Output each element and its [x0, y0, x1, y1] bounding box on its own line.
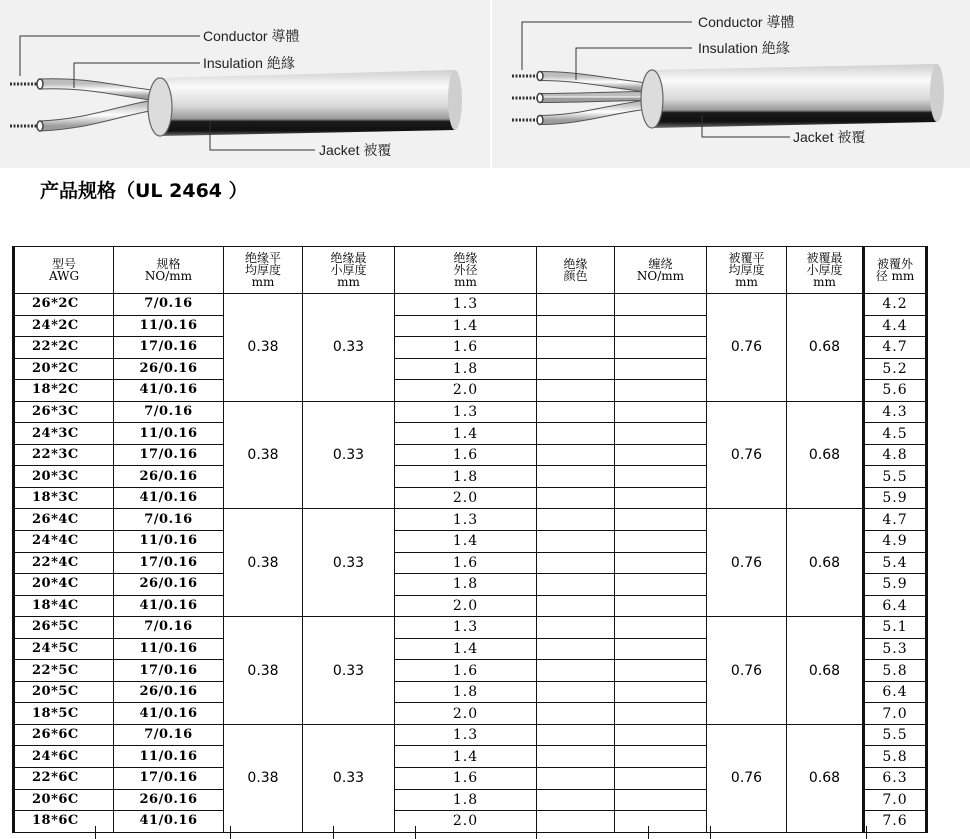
cell-wrap — [615, 466, 707, 488]
cell-jacket-od: 4.7 — [864, 337, 927, 359]
cell-wrap — [615, 768, 707, 790]
cell-wrap — [615, 444, 707, 466]
cell-wrap — [615, 380, 707, 402]
cell-standard: 26/0.16 — [114, 789, 224, 811]
cell-jacket-od: 7.0 — [864, 703, 927, 725]
cell-standard: 17/0.16 — [114, 444, 224, 466]
cell-wrap — [615, 401, 707, 423]
cell-wrap — [615, 509, 707, 531]
cell-wrap — [615, 337, 707, 359]
cell-type: 20*2C — [14, 358, 114, 380]
cell-standard: 41/0.16 — [114, 703, 224, 725]
cell-jacket-od: 5.9 — [864, 487, 927, 509]
cell-insulation-od: 1.3 — [395, 401, 537, 423]
cell-insulation-color — [537, 466, 615, 488]
cell-standard: 41/0.16 — [114, 380, 224, 402]
cell-wrap — [615, 724, 707, 746]
header-wrap: 缠绕 NO/mm — [615, 247, 707, 294]
cell-insulation-od: 2.0 — [395, 487, 537, 509]
cell-standard: 11/0.16 — [114, 423, 224, 445]
cell-insulation-min: 0.33 — [303, 401, 395, 509]
header-insulation-color: 绝缘 颜色 — [537, 247, 615, 294]
cell-jacket-od: 5.5 — [864, 724, 927, 746]
cell-wrap — [615, 617, 707, 639]
cell-standard: 7/0.16 — [114, 617, 224, 639]
cell-insulation-color — [537, 444, 615, 466]
table-row — [14, 509, 927, 531]
cell-jacket-min: 0.68 — [787, 617, 864, 725]
cell-jacket-od: 4.8 — [864, 444, 927, 466]
cell-insulation-od: 1.3 — [395, 724, 537, 746]
cell-jacket-min: 0.68 — [787, 509, 864, 617]
cell-jacket-od: 6.4 — [864, 595, 927, 617]
cell-insulation-od: 1.6 — [395, 337, 537, 359]
cell-type: 18*2C — [14, 380, 114, 402]
cell-type: 22*4C — [14, 552, 114, 574]
header-jacket-min: 被覆最 小厚度 mm — [787, 247, 864, 294]
cell-jacket-od: 4.4 — [864, 315, 927, 337]
cell-wrap — [615, 746, 707, 768]
cell-jacket-avg: 0.76 — [707, 724, 787, 832]
cell-type: 18*3C — [14, 487, 114, 509]
header-insulation-od: 绝缘 外径 mm — [395, 247, 537, 294]
cell-type: 22*6C — [14, 768, 114, 790]
cell-insulation-od: 2.0 — [395, 380, 537, 402]
cell-type: 26*4C — [14, 509, 114, 531]
cell-standard: 11/0.16 — [114, 315, 224, 337]
cell-standard: 17/0.16 — [114, 337, 224, 359]
cell-insulation-min: 0.33 — [303, 617, 395, 725]
cell-wrap — [615, 681, 707, 703]
cell-insulation-min: 0.33 — [303, 724, 395, 832]
cell-wrap — [615, 703, 707, 725]
section-title: 产品规格（UL 2464 ） — [40, 180, 248, 202]
cell-jacket-od: 5.8 — [864, 746, 927, 768]
cell-jacket-od: 5.2 — [864, 358, 927, 380]
cell-type: 20*5C — [14, 681, 114, 703]
cell-standard: 7/0.16 — [114, 401, 224, 423]
cell-jacket-avg: 0.76 — [707, 617, 787, 725]
cell-insulation-color — [537, 294, 615, 316]
cell-standard: 11/0.16 — [114, 531, 224, 553]
cell-jacket-min: 0.68 — [787, 724, 864, 832]
cell-standard: 26/0.16 — [114, 681, 224, 703]
cell-wrap — [615, 531, 707, 553]
cell-jacket-od: 5.9 — [864, 574, 927, 596]
cell-type: 18*6C — [14, 811, 114, 833]
cell-jacket-min: 0.68 — [787, 401, 864, 509]
cell-wrap — [615, 595, 707, 617]
cell-insulation-od: 1.6 — [395, 444, 537, 466]
cell-insulation-od: 2.0 — [395, 595, 537, 617]
cell-insulation-od: 2.0 — [395, 811, 537, 833]
table-row — [14, 617, 927, 639]
conductor-callout: Conductor 導體 — [203, 28, 300, 44]
cell-type: 24*5C — [14, 638, 114, 660]
cell-wrap — [615, 487, 707, 509]
cell-insulation-od: 1.3 — [395, 294, 537, 316]
cell-type: 22*5C — [14, 660, 114, 682]
cell-standard: 41/0.16 — [114, 487, 224, 509]
cell-wrap — [615, 294, 707, 316]
cell-jacket-od: 5.1 — [864, 617, 927, 639]
cell-insulation-od: 1.4 — [395, 531, 537, 553]
cell-insulation-avg: 0.38 — [224, 509, 303, 617]
cell-jacket-od: 6.3 — [864, 768, 927, 790]
table-bottom-tick — [333, 826, 334, 839]
table-bottom-tick — [230, 826, 231, 839]
cell-type: 18*4C — [14, 595, 114, 617]
cell-insulation-color — [537, 358, 615, 380]
cell-insulation-color — [537, 789, 615, 811]
cell-insulation-od: 2.0 — [395, 703, 537, 725]
header-insulation-avg: 绝缘平 均厚度 mm — [224, 247, 303, 294]
cell-insulation-color — [537, 552, 615, 574]
cell-insulation-color — [537, 595, 615, 617]
cell-insulation-avg: 0.38 — [224, 294, 303, 402]
table-bottom-tick — [866, 826, 867, 839]
cell-insulation-color — [537, 337, 615, 359]
table-bottom-tick — [536, 826, 537, 839]
cell-standard: 26/0.16 — [114, 358, 224, 380]
cell-standard: 11/0.16 — [114, 638, 224, 660]
cell-insulation-od: 1.4 — [395, 638, 537, 660]
cell-standard: 41/0.16 — [114, 811, 224, 833]
cable-diagram-2-core — [0, 0, 490, 168]
cell-type: 22*3C — [14, 444, 114, 466]
cell-type: 22*2C — [14, 337, 114, 359]
header-jacket-od: 被覆外 径 mm — [864, 247, 927, 294]
cell-insulation-min: 0.33 — [303, 509, 395, 617]
table-row — [14, 294, 927, 316]
cell-insulation-color — [537, 703, 615, 725]
insulation-callout: Insulation 絶緣 — [698, 40, 790, 56]
cell-standard: 7/0.16 — [114, 509, 224, 531]
cell-standard: 17/0.16 — [114, 552, 224, 574]
spec-table-body — [14, 294, 927, 833]
cell-wrap — [615, 552, 707, 574]
cable-diagram-3-core — [492, 0, 970, 168]
cell-type: 20*3C — [14, 466, 114, 488]
cell-insulation-color — [537, 509, 615, 531]
cell-wrap — [615, 423, 707, 445]
cell-jacket-od: 4.2 — [864, 294, 927, 316]
table-row — [14, 724, 927, 746]
cell-jacket-od: 4.7 — [864, 509, 927, 531]
cell-insulation-od: 1.8 — [395, 789, 537, 811]
cell-insulation-color — [537, 660, 615, 682]
cell-insulation-color — [537, 768, 615, 790]
cell-jacket-od: 7.6 — [864, 811, 927, 833]
cell-type: 26*6C — [14, 724, 114, 746]
header-standard: 规格 NO/mm — [114, 247, 224, 294]
cell-jacket-od: 5.5 — [864, 466, 927, 488]
cell-standard: 17/0.16 — [114, 660, 224, 682]
cell-type: 26*5C — [14, 617, 114, 639]
header-jacket-avg: 被覆平 均厚度 mm — [707, 247, 787, 294]
insulation-callout: Insulation 絶緣 — [203, 55, 295, 71]
cell-insulation-od: 1.8 — [395, 358, 537, 380]
cell-insulation-color — [537, 315, 615, 337]
cell-insulation-od: 1.4 — [395, 423, 537, 445]
cell-jacket-avg: 0.76 — [707, 294, 787, 402]
conductor-callout: Conductor 導體 — [698, 14, 795, 30]
cell-insulation-color — [537, 531, 615, 553]
cell-jacket-od: 5.8 — [864, 660, 927, 682]
cell-wrap — [615, 638, 707, 660]
cell-jacket-avg: 0.76 — [707, 401, 787, 509]
table-bottom-tick — [710, 826, 711, 839]
cell-jacket-od: 4.9 — [864, 531, 927, 553]
cell-jacket-od: 5.6 — [864, 380, 927, 402]
cell-insulation-avg: 0.38 — [224, 617, 303, 725]
cell-insulation-od: 1.6 — [395, 660, 537, 682]
cell-jacket-od: 5.3 — [864, 638, 927, 660]
header-insulation-min: 绝缘最 小厚度 mm — [303, 247, 395, 294]
cell-standard: 17/0.16 — [114, 768, 224, 790]
cell-jacket-od: 5.4 — [864, 552, 927, 574]
cell-insulation-color — [537, 401, 615, 423]
cell-type: 24*3C — [14, 423, 114, 445]
cell-type: 20*6C — [14, 789, 114, 811]
cell-insulation-color — [537, 811, 615, 833]
cell-jacket-od: 4.3 — [864, 401, 927, 423]
cell-insulation-od: 1.6 — [395, 768, 537, 790]
cell-insulation-od: 1.3 — [395, 509, 537, 531]
cell-insulation-avg: 0.38 — [224, 724, 303, 832]
cell-insulation-od: 1.6 — [395, 552, 537, 574]
cell-type: 26*3C — [14, 401, 114, 423]
cell-type: 20*4C — [14, 574, 114, 596]
table-bottom-tick — [95, 826, 96, 839]
cell-insulation-min: 0.33 — [303, 294, 395, 402]
cell-standard: 26/0.16 — [114, 466, 224, 488]
table-bottom-tick — [415, 826, 416, 839]
cell-standard: 7/0.16 — [114, 724, 224, 746]
cell-insulation-color — [537, 746, 615, 768]
cell-wrap — [615, 574, 707, 596]
cell-insulation-od: 1.4 — [395, 746, 537, 768]
cell-insulation-od: 1.3 — [395, 617, 537, 639]
cell-insulation-color — [537, 724, 615, 746]
cell-insulation-color — [537, 574, 615, 596]
cell-type: 18*5C — [14, 703, 114, 725]
cell-type: 26*2C — [14, 294, 114, 316]
jacket-callout: Jacket 被覆 — [319, 142, 392, 158]
cell-insulation-avg: 0.38 — [224, 401, 303, 509]
cell-insulation-color — [537, 638, 615, 660]
cell-wrap — [615, 789, 707, 811]
cell-jacket-min: 0.68 — [787, 294, 864, 402]
table-bottom-tick — [648, 826, 649, 839]
table-header-row — [14, 247, 927, 294]
cell-wrap — [615, 660, 707, 682]
cell-wrap — [615, 315, 707, 337]
cell-standard: 26/0.16 — [114, 574, 224, 596]
cell-insulation-color — [537, 681, 615, 703]
cell-jacket-od: 7.0 — [864, 789, 927, 811]
cell-insulation-color — [537, 617, 615, 639]
cell-wrap — [615, 811, 707, 833]
cell-jacket-avg: 0.76 — [707, 509, 787, 617]
cell-jacket-od: 4.5 — [864, 423, 927, 445]
cell-standard: 11/0.16 — [114, 746, 224, 768]
cell-insulation-od: 1.8 — [395, 574, 537, 596]
jacket-callout: Jacket 被覆 — [793, 129, 866, 145]
cell-insulation-color — [537, 487, 615, 509]
cell-insulation-od: 1.4 — [395, 315, 537, 337]
cell-insulation-color — [537, 423, 615, 445]
header-type: 型号 AWG — [14, 247, 114, 294]
cell-type: 24*4C — [14, 531, 114, 553]
cell-insulation-od: 1.8 — [395, 681, 537, 703]
cell-wrap — [615, 358, 707, 380]
table-row — [14, 401, 927, 423]
cell-insulation-od: 1.8 — [395, 466, 537, 488]
spec-table — [12, 246, 928, 833]
cell-insulation-color — [537, 380, 615, 402]
cell-standard: 7/0.16 — [114, 294, 224, 316]
cell-standard: 41/0.16 — [114, 595, 224, 617]
cell-jacket-od: 6.4 — [864, 681, 927, 703]
cell-type: 24*2C — [14, 315, 114, 337]
cell-type: 24*6C — [14, 746, 114, 768]
